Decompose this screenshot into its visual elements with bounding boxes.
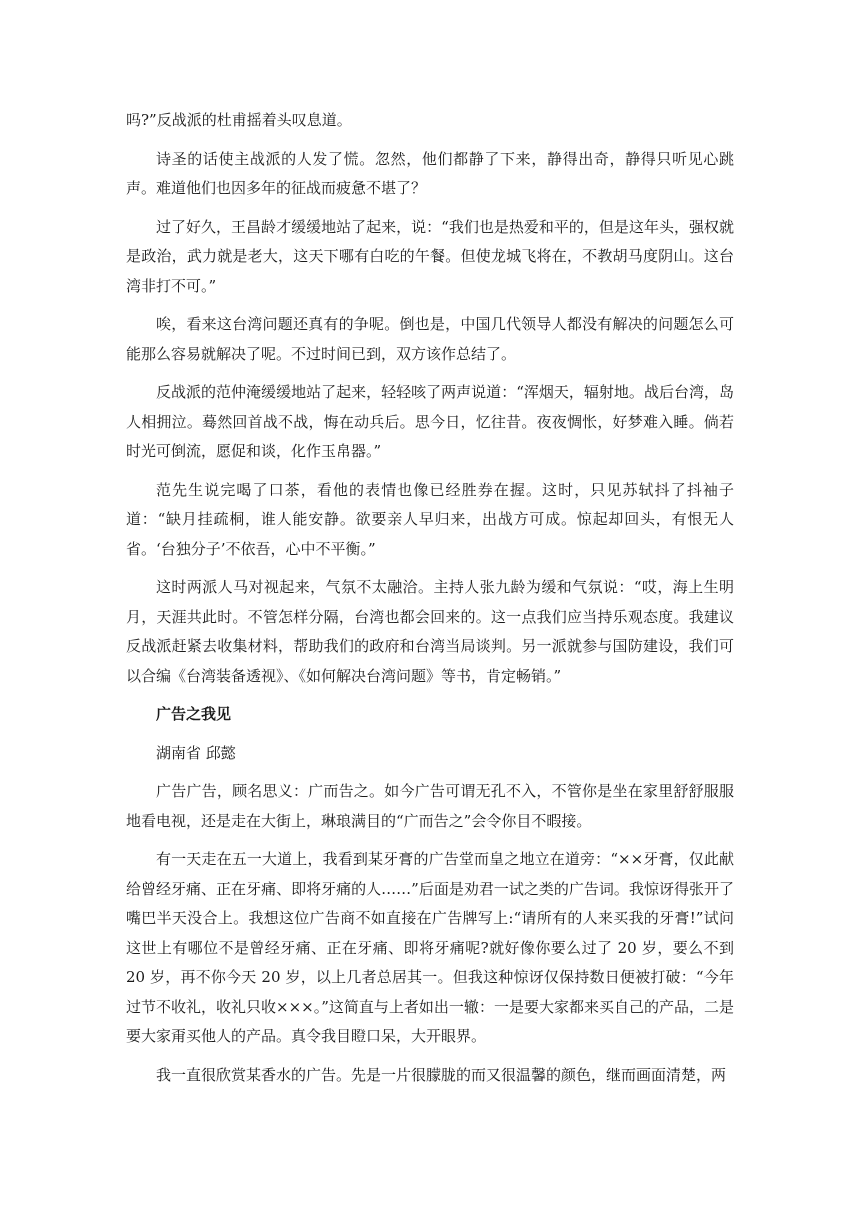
paragraph: 范先生说完喝了口茶，看他的表情也像已经胜券在握。这时，只见苏轼抖了抖袖子道：“缺月挂疏桐，谁人能安静。欲要亲人早归来，出战方可成。惊起却回头，有恨无人省。‘台独分子’不依吾，心中不平衡。”: [126, 480, 734, 558]
paragraph: 吗?”反战派的杜甫摇着头叹息道。: [126, 111, 352, 129]
paragraph: 我一直很欣赏某香水的广告。先是一片很朦胧的而又很温馨的颜色，继而画面清楚，两: [156, 1065, 727, 1084]
paragraph: 广告广告，顾名思义：广而告之。如今广告可谓无孔不入，不管你是坐在家里舒舒服服地看电视，还是走在大街上，琳琅满目的“广而告之”会令你目不暇接。: [126, 782, 734, 830]
article-title: 广告之我见: [156, 705, 232, 723]
paragraph: 有一天走在五一大道上，我看到某牙膏的广告堂而皇之地立在道旁：“××牙膏，仅此献给曾经牙痛、正在牙痛、即将牙痛的人……”后面是劝君一试之类的广告词。我惊讶得张开了嘴巴半天没合上。我想这位广告商不如直接在广告牌写上:“请所有的人来买我的牙膏!”试问这世上有哪位不是曾经牙痛、正在牙痛、即将牙痛呢?就好像你要么过了 20 岁，要么不到 20 岁，再不你今天 20 岁，以上几者总居其一。但我这种惊讶仅保持数日便被打破：“今年过节不收礼，收礼只收×××。”这简直与上者如出一辙：一是要大家都来买自己的产品，二是要大家甭买他人的产品。真令我目瞪口呆，大开眼界。: [126, 850, 734, 1045]
article-byline: 湖南省 邱懿: [156, 743, 236, 762]
paragraph: 过了好久，王昌龄才缓缓地站了起来，说：“我们也是热爱和平的，但是这年头，强权就是政治，武力就是老大，这天下哪有白吃的午餐。但使龙城飞将在，不教胡马度阴山。这台湾非打不可。”: [126, 217, 734, 295]
paragraph: 反战派的范仲淹缓缓地站了起来，轻轻咳了两声说道：“浑烟天，辐射地。战后台湾，岛人相拥泣。蓦然回首战不战，悔在动兵后。思今日，忆往昔。夜夜惆怅，好梦难入睡。倘若时光可倒流，愿促和谈，化作玉帛器。”: [126, 383, 734, 460]
paragraph: 诗圣的话使主战派的人发了慌。忽然，他们都静了下来，静得出奇，静得只听见心跳声。难道他们也因多年的征战而疲惫不堪了？: [126, 149, 734, 197]
document-body: [126, 106, 734, 1099]
paragraph: 唉，看来这台湾问题还真有的争呢。倒也是，中国几代领导人都没有解决的问题怎么可能那么容易就解决了呢。不过时间已到，双方该作总结了。: [126, 315, 734, 363]
paragraph: 这时两派人马对视起来，气氛不太融洽。主持人张九龄为缓和气氛说：“哎，海上生明月，天涯共此时。不管怎样分隔，台湾也都会回来的。这一点我们应当持乐观态度。我建议反战派赶紧去收集材料，帮助我们的政府和台湾当局谈判。另一派就参与国防建设，我们可以合编《台湾装备透视》、《如何解决台湾问题》等书，肯定畅销。”: [126, 578, 734, 685]
